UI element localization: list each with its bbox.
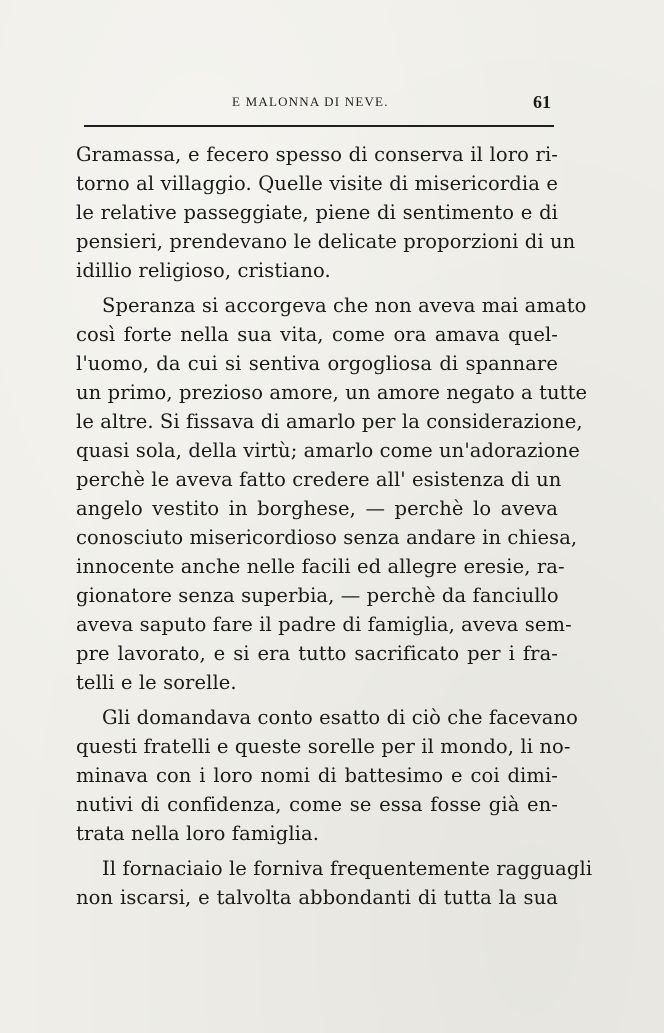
text-line: l'uomo, da cui si sentiva orgogliosa di spannare [76, 352, 558, 375]
text-line: trata nella loro famiglia. [76, 822, 320, 845]
text-line: Gramassa, e fecero spesso di conserva il loro ri- [76, 143, 558, 166]
text-line: innocente anche nelle facili ed allegre eresie, ra- [76, 555, 565, 578]
paragraph [76, 854, 593, 912]
text-line: Il fornaciaio le forniva frequentemente ragguagli [102, 857, 593, 880]
paragraph [76, 703, 578, 848]
text-line: nutivi di confidenza, come se essa fosse già en- [76, 793, 558, 816]
text-line: conosciuto misericordioso senza andare in chiesa, [76, 526, 578, 549]
body-text [76, 140, 593, 912]
text-line: le altre. Si fissava di amarlo per la considerazione, [76, 410, 583, 433]
text-line: torno al villaggio. Quelle visite di misericordia e [76, 172, 558, 195]
text-line: un primo, prezioso amore, un amore negato a tutte [76, 381, 588, 404]
paragraph [76, 291, 588, 697]
text-line: perchè le aveva fatto credere all' esistenza di un [76, 468, 562, 491]
text-line: idillio religioso, cristiano. [76, 259, 331, 282]
text-line: minava con i loro nomi di battesimo e coi dimi- [76, 764, 558, 787]
text-line: pensieri, prendevano le delicate proporzioni di un [76, 230, 576, 253]
text-line: quasi sola, della virtù; amarlo come un'adorazione [76, 439, 580, 462]
page-header [0, 92, 664, 114]
page-number: 61 [533, 92, 551, 112]
paragraph [76, 140, 576, 285]
text-line: le relative passeggiate, piene di sentimento e di [76, 201, 558, 224]
text-line: telli e le sorelle. [76, 671, 237, 694]
text-line: aveva saputo fare il padre di famiglia, aveva sem- [76, 613, 572, 636]
text-line: questi fratelli e queste sorelle per il mondo, li no- [76, 735, 571, 758]
text-line: così forte nella sua vita, come ora amava quel- [76, 323, 558, 346]
text-line: Speranza si accorgeva che non aveva mai amato [102, 294, 587, 317]
text-line: non iscarsi, e talvolta abbondanti di tutta la sua [76, 886, 558, 909]
running-title: E MALONNA DI NEVE. [232, 94, 389, 109]
text-line: pre lavorato, e si era tutto sacrificato per i fra- [76, 642, 558, 665]
text-line: angelo vestito in borghese, — perchè lo aveva [76, 497, 558, 520]
text-line: gionatore senza superbia, — perchè da fanciullo [76, 584, 559, 607]
header-rule [84, 125, 554, 127]
text-line: Gli domandava conto esatto di ciò che facevano [102, 706, 578, 729]
